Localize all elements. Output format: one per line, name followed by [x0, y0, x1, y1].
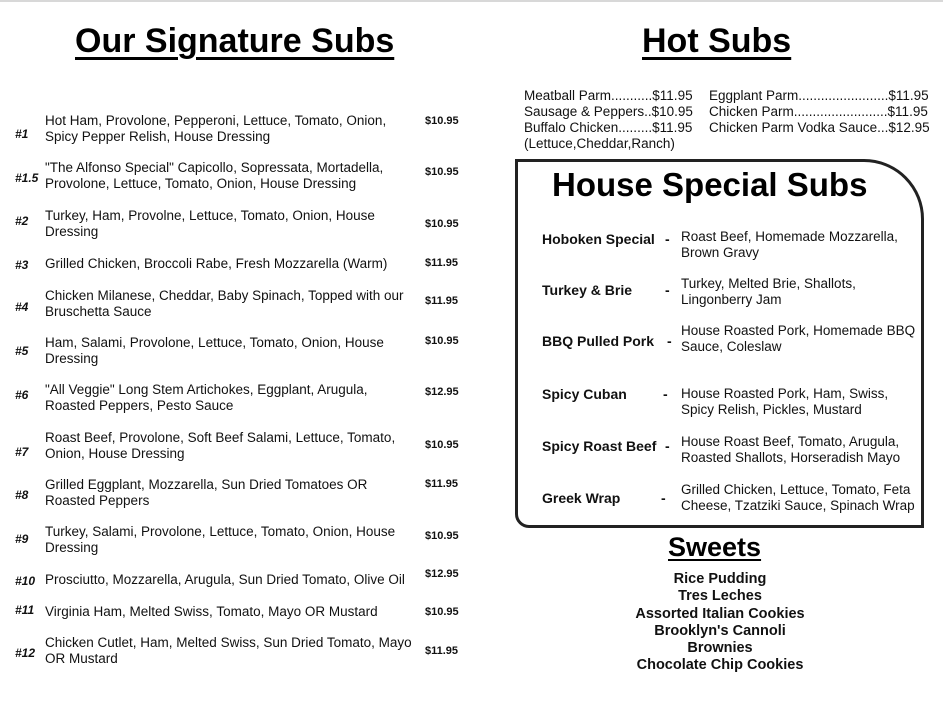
house-special-item — [0, 482, 943, 518]
item-price: $12.95 — [425, 568, 459, 580]
sweet-item: Rice Pudding — [673, 571, 767, 587]
special-name: Spicy Roast Beef — [542, 438, 657, 454]
hot-subs-right-column — [709, 88, 930, 136]
item-description: Hot Ham, Provolone, Pepperoni, Lettuce, Tomato, Onion, Spicy Pepper Relish, House Dressing — [45, 113, 387, 144]
item-price: $10.95 — [425, 166, 459, 178]
item-description: Virginia Ham, Melted Swiss, Tomato, Mayo OR Mustard — [45, 604, 378, 619]
special-name: Hoboken Special — [542, 231, 655, 247]
hot-sub-line: Eggplant Parm........................$11.95 — [709, 88, 929, 103]
house-special-item — [0, 434, 943, 470]
separator-dash: - — [663, 386, 668, 402]
sweet-item: Tres Leches — [678, 588, 762, 605]
item-number: #2 — [15, 214, 29, 228]
special-name: Greek Wrap — [542, 490, 621, 506]
sweet-item: Brooklyn's Cannoli — [654, 622, 786, 639]
item-description: Turkey, Ham, Provolne, Lettuce, Tomato, Onion, House Dressing — [45, 208, 375, 239]
item-description: Prosciutto, Mozzarella, Arugula, Sun Dried Tomato, Olive Oil — [45, 572, 405, 587]
item-description: Grilled Eggplant, Mozzarella, Sun Dried Tomatoes OR Roasted Peppers — [45, 477, 368, 508]
item-number: #8 — [15, 488, 29, 502]
item-price: $11.95 — [425, 478, 459, 490]
item-description: Chicken Milanese, Cheddar, Baby Spinach, Topped with our Bruschetta Sauce — [45, 288, 404, 319]
separator-dash: - — [667, 333, 672, 349]
item-number: #1 — [15, 127, 29, 141]
item-number: #12 — [15, 646, 36, 660]
special-description: House Roasted Pork, Homemade BBQ Sauce, Coleslaw — [681, 323, 916, 354]
special-name: Turkey & Brie — [542, 282, 632, 298]
separator-dash: - — [665, 438, 670, 454]
separator-dash: - — [665, 231, 670, 247]
item-description: Chicken Cutlet, Ham, Melted Swiss, Sun Dried Tomato, Mayo OR Mustard — [45, 635, 412, 666]
menu-item — [0, 160, 470, 200]
top-divider — [0, 0, 943, 2]
special-description: Turkey, Melted Brie, Shallots, Lingonberry Jam — [681, 276, 856, 307]
item-price: $10.95 — [425, 218, 459, 230]
sweets-title: Sweets — [668, 532, 762, 562]
item-number: #7 — [15, 445, 29, 459]
item-price: $10.95 — [425, 606, 459, 618]
hot-sub-line: Chicken Parm Vodka Sauce...$12.95 — [709, 120, 930, 135]
item-description: "The Alfonso Special" Capicollo, Sopressata, Mortadella, Provolone, Lettuce, Tomato, Onion, House Dressing — [45, 160, 384, 191]
special-name: Spicy Cuban — [542, 386, 627, 402]
hot-sub-line: Buffalo Chicken.........$11.95 — [524, 120, 693, 135]
item-number: #5 — [15, 344, 29, 358]
menu-item — [0, 113, 470, 153]
item-number: #3 — [15, 258, 29, 272]
separator-dash: - — [665, 282, 670, 298]
sweets-list — [600, 571, 840, 675]
item-price: $12.95 — [425, 386, 459, 398]
special-description: Grilled Chicken, Lettuce, Tomato, Feta Cheese, Tzatziki Sauce, Spinach Wrap — [681, 482, 915, 513]
item-description: Roast Beef, Provolone, Soft Beef Salami, Lettuce, Tomato, Onion, House Dressing — [45, 430, 396, 461]
signature-subs-title: Our Signature Subs — [75, 22, 395, 60]
separator-dash: - — [661, 490, 666, 506]
house-special-item — [0, 276, 943, 312]
special-description: House Roasted Pork, Ham, Swiss, Spicy Relish, Pickles, Mustard — [681, 386, 889, 417]
item-price: $10.95 — [425, 530, 459, 542]
item-number: #9 — [15, 532, 29, 546]
house-special-item — [0, 386, 943, 422]
special-description: Roast Beef, Homemade Mozzarella, Brown Gravy — [681, 229, 898, 260]
hot-sub-line: Chicken Parm.........................$11.95 — [709, 104, 928, 119]
house-special-item — [0, 323, 943, 359]
sweet-item: Brownies — [687, 640, 753, 657]
hot-subs-title: Hot Subs — [642, 22, 792, 60]
item-description: "All Veggie" Long Stem Artichokes, Eggplant, Arugula, Roasted Peppers, Pesto Sauce — [45, 382, 368, 413]
house-special-item — [0, 229, 943, 265]
sweet-item: Assorted Italian Cookies — [635, 605, 805, 622]
hot-sub-line: Meatball Parm...........$11.95 — [524, 88, 693, 103]
hot-sub-line: Sausage & Peppers..$10.95 — [524, 104, 693, 119]
item-description: Turkey, Salami, Provolone, Lettuce, Tomato, Onion, House Dressing — [45, 524, 396, 555]
special-name: BBQ Pulled Pork — [542, 333, 655, 349]
item-price: $11.95 — [425, 645, 459, 657]
hot-sub-note: (Lettuce,Cheddar,Ranch) — [524, 136, 675, 151]
hot-subs-left-column — [524, 88, 693, 152]
item-price: $10.95 — [425, 439, 459, 451]
item-number: #10 — [15, 574, 36, 588]
item-description: Grilled Chicken, Broccoli Rabe, Fresh Mozzarella (Warm) — [45, 256, 388, 271]
item-number: #4 — [15, 300, 29, 314]
item-price: $11.95 — [425, 295, 459, 307]
special-description: House Roast Beef, Tomato, Arugula, Roasted Shallots, Horseradish Mayo — [681, 434, 901, 465]
item-number: #6 — [15, 388, 29, 402]
house-special-title: House Special Subs — [552, 166, 868, 203]
sweet-item: Chocolate Chip Cookies — [636, 657, 804, 674]
menu-item — [0, 524, 470, 564]
item-price: $11.95 — [425, 257, 459, 269]
item-price: $10.95 — [425, 335, 459, 347]
item-description: Ham, Salami, Provolone, Lettuce, Tomato, Onion, House Dressing — [45, 335, 384, 366]
item-number: #1.5 — [15, 171, 39, 185]
item-number: #11 — [15, 603, 35, 617]
item-price: $10.95 — [425, 115, 459, 127]
menu-item — [0, 635, 470, 675]
